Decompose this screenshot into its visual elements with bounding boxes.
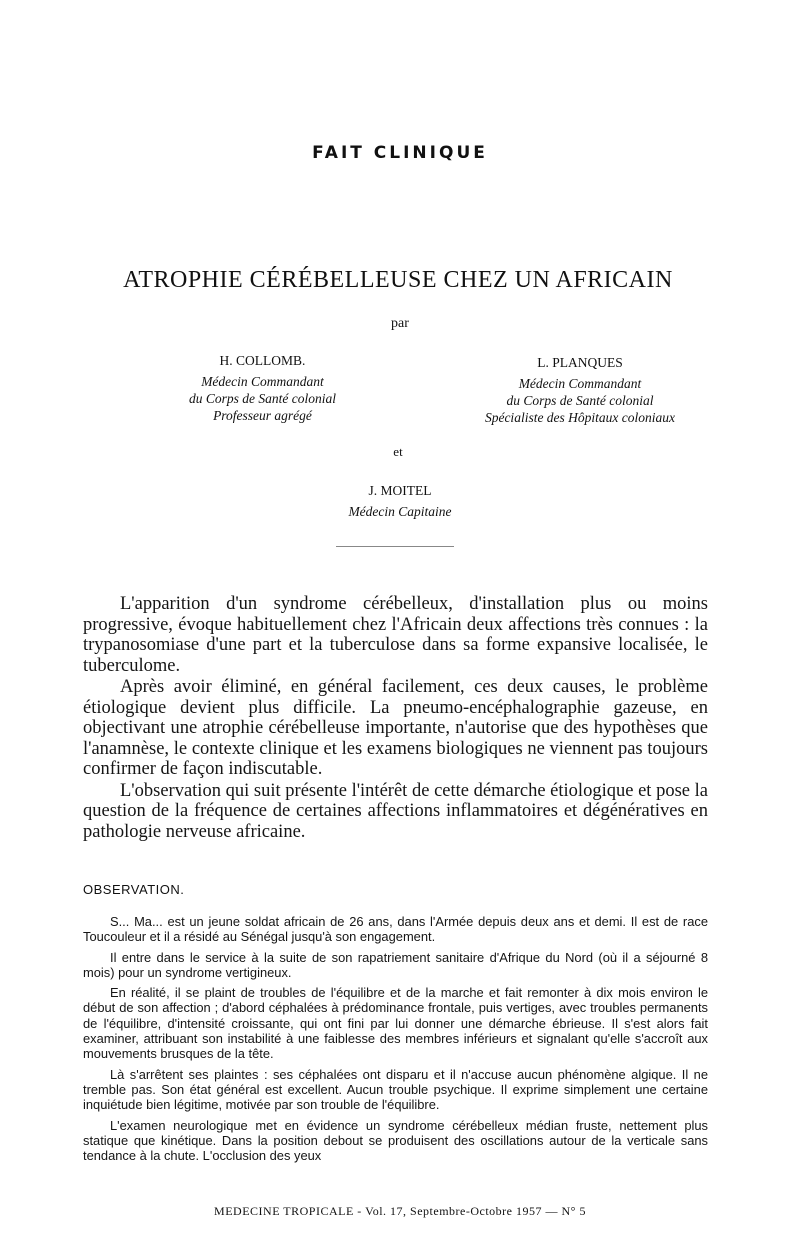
body-paragraph: S... Ma... est un jeune soldat africain de 26 ans, dans l'Armée depuis deux ans et demi. Il est de race Toucouleur et il a résidé au Sénégal jusqu'à son engagement. (83, 914, 708, 945)
separator-rule (336, 546, 454, 547)
observation-body (83, 914, 708, 1163)
abstract-paragraph: Après avoir éliminé, en général facilement, ces deux causes, le problème étiologique devient plus difficile. La pneumo-encéphalographie gazeuse, en objectivant une atrophie cérébelleuse importante, n'autorise que des hypothèses que l'anamnèse, le contexte clinique et les examens biologiques ne viennent pas toujours confirmer de façon indiscutable. (83, 677, 708, 779)
author-affiliation: Médecin Capitaine (348, 504, 452, 519)
body-paragraph: L'examen neurologique met en évidence un syndrome cérébelleux médian fruste, nettement plus statique que kinétique. Dans la position debout se produisent des oscillations autour de la verticale sans tendance à la chute. L'occlusion des yeux (83, 1117, 708, 1164)
author-name: L. PLANQUES (537, 355, 623, 370)
author-affiliation: du Corps de Santé colonial (506, 393, 654, 408)
author-affiliation: Spécialiste des Hôpitaux coloniaux (484, 410, 676, 425)
author-affiliation: Professeur agrégé (213, 408, 312, 423)
article-title: ATROPHIE CÉRÉBELLEUSE CHEZ UN AFRICAIN (123, 267, 673, 293)
journal-footer: MEDECINE TROPICALE - Vol. 17, Septembre-Octobre 1957 — N° 5 (214, 1204, 586, 1218)
body-paragraph: Là s'arrêtent ses plaintes : ses céphalées ont disparu et il n'accuse aucun phénomène algique. Il ne tremble pas. Son état général est excellent. Aucun trouble psychique. Il exprime simplement une certaine inquiétude bien légitime, motivée par son trouble de l'équilibre. (83, 1066, 708, 1113)
byline-par: par (391, 316, 409, 331)
author-affiliation: Médecin Commandant (518, 376, 642, 391)
byline-et: et (393, 444, 403, 459)
abstract (83, 594, 708, 842)
abstract-paragraph: L'observation qui suit présente l'intérêt de cette démarche étiologique et pose la question de la fréquence de certaines affections inflammatoires et dégénératives en pathologie nerveuse africaine. (83, 780, 708, 842)
author-planques (400, 354, 760, 426)
author-affiliation: Médecin Commandant (201, 374, 324, 389)
author-moitel (250, 482, 550, 520)
author-affiliation: du Corps de Santé colonial (189, 391, 336, 406)
author-collomb (110, 352, 415, 424)
body-paragraph: Il entre dans le service à la suite de son rapatriement sanitaire d'Afrique du Nord (où il a séjourné 8 mois) pour un syndrome vertigineux. (83, 949, 708, 980)
section-label: FAIT CLINIQUE (312, 143, 488, 163)
author-name: J. MOITEL (368, 483, 432, 498)
abstract-paragraph: L'apparition d'un syndrome cérébelleux, d'installation plus ou moins progressive, évoque habituellement chez l'Africain deux affections très connues : la trypanosomiase d'une part et la tuberculose dans sa forme expansive localisée, le tuberculome. (83, 594, 708, 676)
body-paragraph: En réalité, il se plaint de troubles de l'équilibre et de la marche et fait remonter à dix mois environ le début de son affection ; d'abord céphalées à prédominance frontale, puis vertiges, avec troubles permanents de l'équilibre, d'intensité croissante, qui ont fini par lui donner une démarche ébrieuse. Il s'est alors fait examiner, attribuant son instabilité à une faiblesse des membres inférieurs et signalant qu'elle s'accroît aux mouvements brusques de la tête. (83, 985, 708, 1062)
observation-heading: OBSERVATION. (83, 882, 185, 897)
author-name: H. COLLOMB. (219, 353, 306, 368)
